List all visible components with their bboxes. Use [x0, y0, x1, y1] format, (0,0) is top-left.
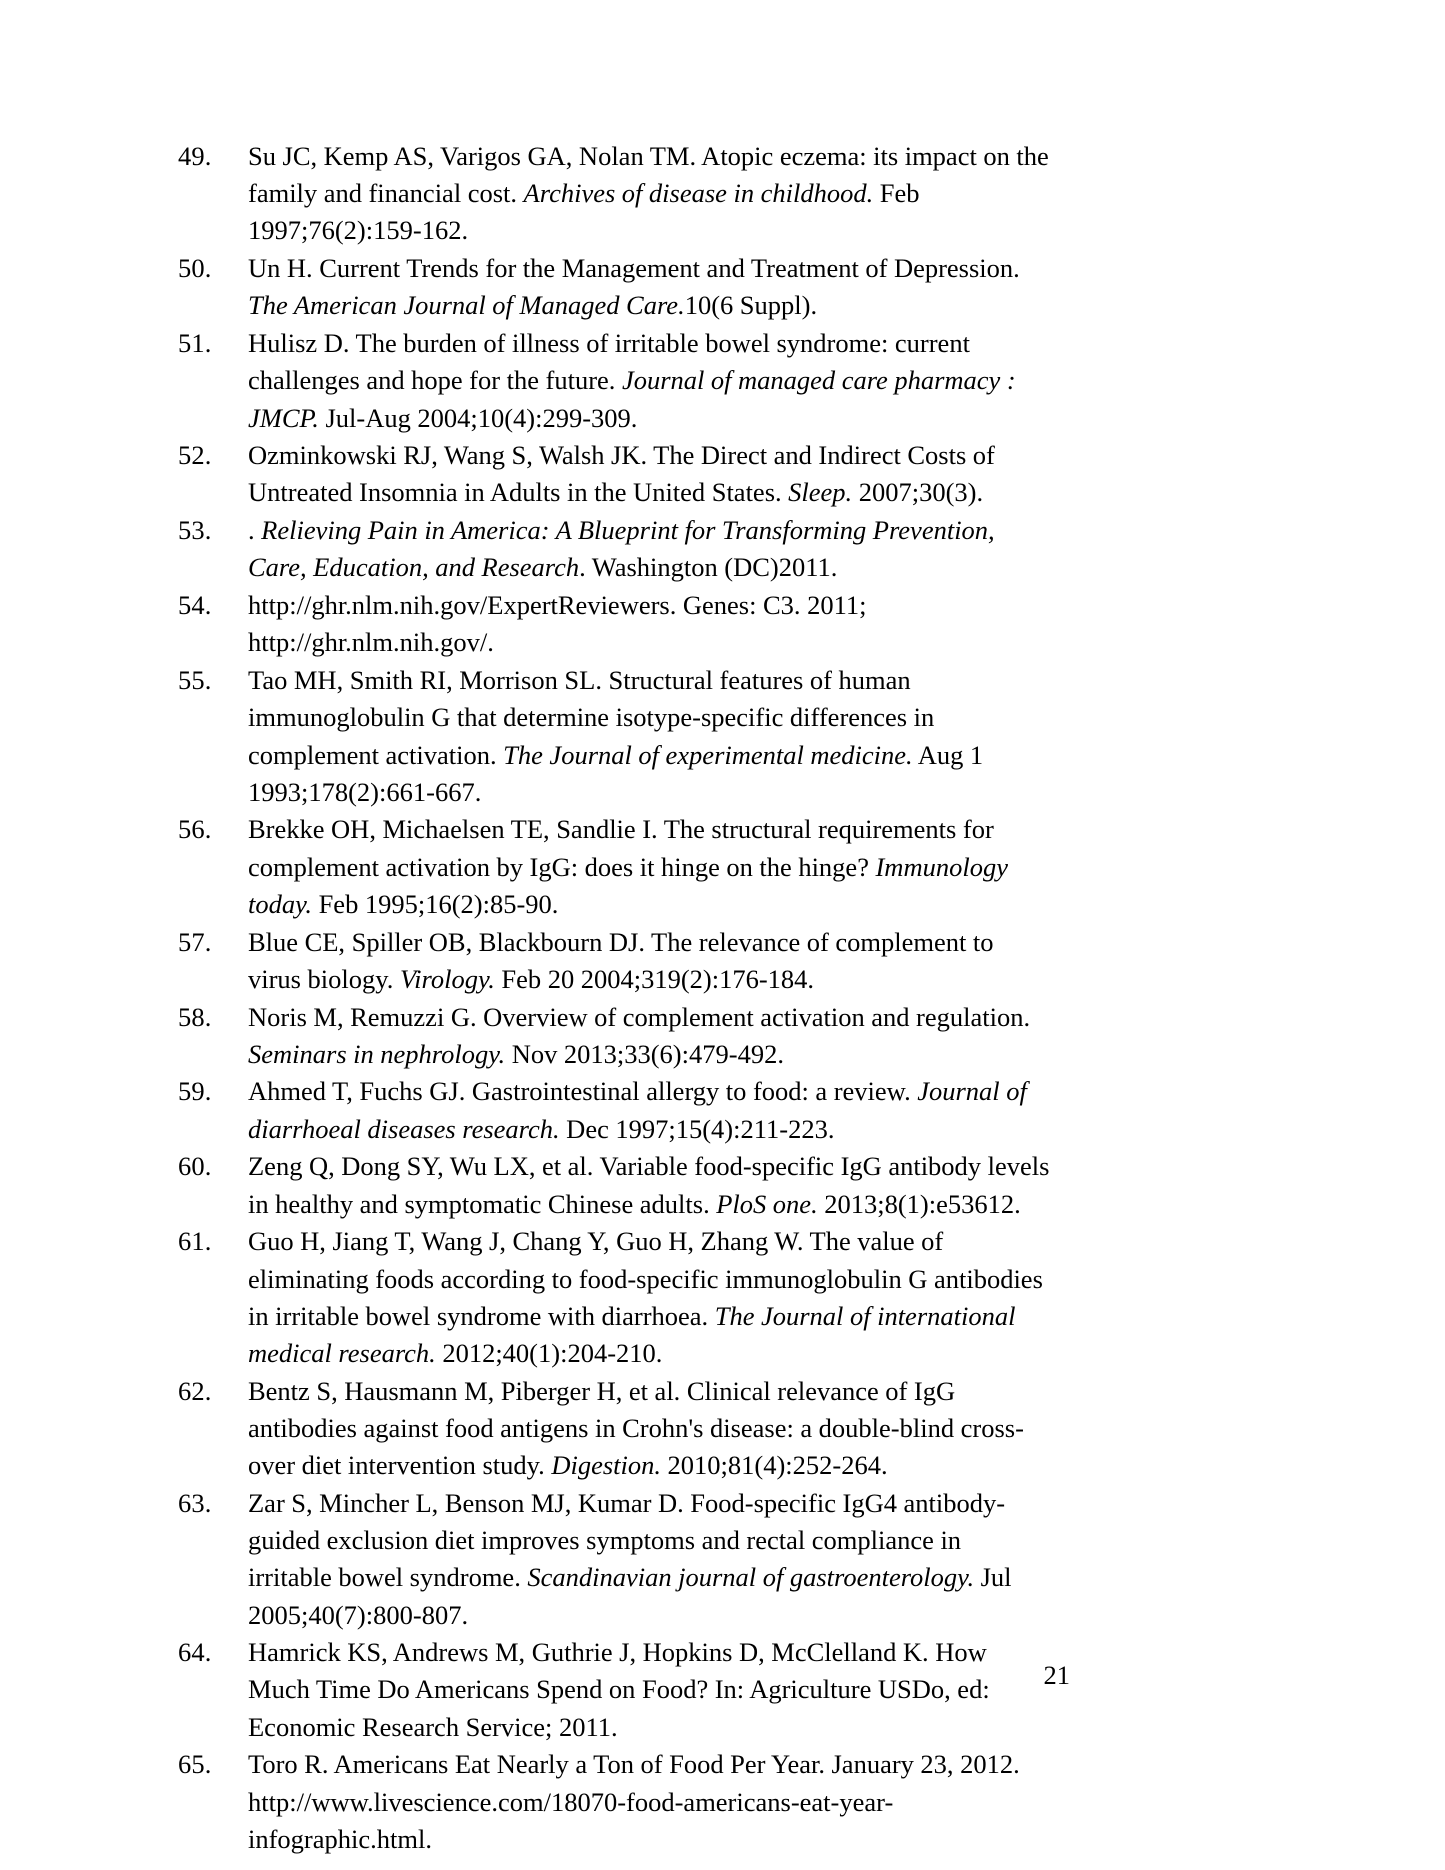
- reference-text-segment: Noris M, Remuzzi G. Overview of complement activation and regulation.: [248, 1001, 1031, 1032]
- reference-number: 50.: [178, 253, 212, 284]
- reference-text-segment: 2007;30(3).: [852, 477, 984, 508]
- reference-number: 64.: [178, 1637, 212, 1668]
- reference-number: 60.: [178, 1151, 212, 1182]
- reference-text-segment: Ahmed T, Fuchs GJ. Gastrointestinal allergy to food: a review.: [248, 1076, 918, 1107]
- reference-text-segment: Ozminkowski RJ, Wang S, Walsh JK. The Direct and Indirect Costs of Untreated Insomnia in Adults in the United States.: [248, 440, 995, 508]
- reference-entry: [178, 325, 1050, 437]
- reference-number: 63.: [178, 1487, 212, 1518]
- reference-number: 57.: [178, 926, 212, 957]
- reference-text: [248, 138, 1050, 250]
- reference-text: [248, 811, 1050, 923]
- reference-number: 53.: [178, 515, 212, 546]
- reference-text-segment: Feb 1997;76(2):159-162.: [248, 178, 920, 246]
- reference-entry: [178, 811, 1050, 923]
- reference-title-italic: Seminars in nephrology.: [248, 1038, 506, 1069]
- reference-title-italic: Immunology today.: [248, 851, 1008, 919]
- reference-text-segment: Feb 1995;16(2):85-90.: [312, 888, 559, 919]
- reference-number: 54.: [178, 590, 212, 621]
- reference-text-segment: Hulisz D. The burden of illness of irritable bowel syndrome: current challenges and hope for the future.: [248, 328, 970, 396]
- reference-text-segment: 2013;8(1):e53612.: [817, 1188, 1021, 1219]
- reference-title-italic: Journal of diarrhoeal diseases research.: [248, 1076, 1027, 1144]
- reference-title-italic: PloS one.: [716, 1188, 818, 1219]
- reference-number: 49.: [178, 141, 212, 171]
- reference-title-italic: The American Journal of Managed Care.: [248, 290, 685, 321]
- reference-text-segment: Zeng Q, Dong SY, Wu LX, et al. Variable food-specific IgG antibody levels in healthy and symptomatic Chinese adults.: [248, 1151, 1050, 1219]
- reference-entry: [178, 1223, 1050, 1372]
- reference-text-segment: Feb 20 2004;319(2):176-184.: [494, 963, 815, 994]
- reference-number: 61.: [178, 1226, 212, 1257]
- reference-text: [248, 1073, 1050, 1147]
- reference-entry: [178, 437, 1050, 511]
- reference-title-italic: Virology.: [399, 963, 495, 994]
- reference-entry: [178, 138, 1050, 250]
- reference-text: [248, 1746, 1050, 1858]
- reference-title-italic: The Journal of experimental medicine.: [503, 739, 913, 770]
- reference-title-italic: The Journal of international medical research.: [248, 1300, 1016, 1368]
- reference-entry: [178, 662, 1050, 811]
- reference-entry: [178, 999, 1050, 1073]
- reference-text: [248, 437, 1050, 511]
- reference-text: [248, 1485, 1050, 1634]
- reference-entry: [178, 1373, 1050, 1485]
- reference-text-segment: Blue CE, Spiller OB, Blackbourn DJ. The relevance of complement to virus biology.: [248, 926, 994, 994]
- reference-text-segment: http://ghr.nlm.nih.gov/ExpertReviewers. Genes: C3. 2011; http://ghr.nlm.nih.gov/.: [248, 590, 867, 658]
- reference-entry: [178, 1148, 1050, 1222]
- reference-entry: [178, 1746, 1050, 1858]
- reference-text-segment: 2010;81(4):252-264.: [661, 1450, 888, 1481]
- reference-title-italic: Archives of disease in childhood.: [523, 178, 874, 209]
- reference-text-segment: Guo H, Jiang T, Wang J, Chang Y, Guo H, Zhang W. The value of eliminating foods according to food-specific immunoglobulin G antibodies in irritable bowel syndrome with diarrhoea.: [248, 1226, 1043, 1331]
- reference-number: 51.: [178, 328, 212, 359]
- reference-entry: [178, 1485, 1050, 1634]
- reference-text-segment: Brekke OH, Michaelsen TE, Sandlie I. The structural requirements for complement activation by IgG: does it hinge on the hinge?: [248, 814, 994, 882]
- reference-entry: [178, 512, 1050, 586]
- reference-text-segment: Hamrick KS, Andrews M, Guthrie J, Hopkins D, McClelland K. How Much Time Do Americans Spend on Food? In: Agriculture USDo, ed: Economic Research Service; 2011.: [248, 1637, 990, 1742]
- reference-text-segment: Su JC, Kemp AS, Varigos GA, Nolan TM. Atopic eczema: its impact on the family and financial cost.: [248, 141, 1049, 209]
- reference-text-segment: Jul-Aug 2004;10(4):299-309.: [318, 402, 638, 433]
- reference-text-segment: Aug 1 1993;178(2):661-667.: [248, 739, 984, 807]
- reference-text-segment: Zar S, Mincher L, Benson MJ, Kumar D. Food-specific IgG4 antibody-guided exclusion diet improves symptoms and rectal compliance in irritable bowel syndrome.: [248, 1487, 1006, 1593]
- reference-number: 52.: [178, 440, 212, 471]
- reference-text-segment: Tao MH, Smith RI, Morrison SL. Structural features of human immunoglobulin G that determine isotype-specific differences in complement activation.: [248, 665, 935, 770]
- reference-entry: [178, 587, 1050, 661]
- reference-title-italic: Scandinavian journal of gastroenterology.: [527, 1562, 975, 1593]
- reference-text-segment: Jul 2005;40(7):800-807.: [248, 1562, 1012, 1630]
- reference-text: [248, 999, 1050, 1073]
- reference-text: [248, 512, 1050, 586]
- reference-text-segment: Bentz S, Hausmann M, Piberger H, et al. Clinical relevance of IgG antibodies against food antigens in Crohn's disease: a double-blind cross-over diet intervention study.: [248, 1375, 1024, 1481]
- reference-text: [248, 1223, 1050, 1372]
- reference-entry: [178, 1073, 1050, 1147]
- reference-list-container: [178, 138, 1050, 1859]
- reference-list: [178, 138, 1050, 1858]
- reference-text-segment: Nov 2013;33(6):479-492.: [505, 1038, 784, 1069]
- reference-entry: [178, 250, 1050, 324]
- reference-text: [248, 250, 1050, 324]
- reference-text-segment: Toro R. Americans Eat Nearly a Ton of Food Per Year. January 23, 2012. http://www.livescience.com/18070-food-americans-eat-year-infographic.html.: [248, 1749, 1020, 1854]
- reference-number: 65.: [178, 1749, 212, 1780]
- reference-text: [248, 587, 1050, 661]
- reference-title-italic: Sleep.: [788, 477, 853, 508]
- reference-text-segment: Dec 1997;15(4):211-223.: [559, 1113, 835, 1144]
- reference-text-segment: 2012;40(1):204-210.: [435, 1338, 663, 1368]
- reference-title-italic: Journal of managed care pharmacy : JMCP.: [248, 365, 1016, 433]
- reference-entry: [178, 924, 1050, 998]
- reference-number: 62.: [178, 1375, 212, 1406]
- reference-number: 59.: [178, 1076, 212, 1107]
- reference-number: 56.: [178, 814, 212, 845]
- reference-text: [248, 662, 1050, 811]
- reference-title-italic: Digestion.: [551, 1450, 661, 1481]
- reference-text: [248, 325, 1050, 437]
- page-number: 21: [1043, 1660, 1070, 1690]
- reference-title-italic: Relieving Pain in America: A Blueprint for Transforming Prevention, Care, Education, and Research: [248, 515, 995, 583]
- reference-text-segment: . Washington (DC)2011.: [579, 552, 838, 583]
- reference-number: 58.: [178, 1001, 212, 1032]
- reference-text: [248, 1373, 1050, 1485]
- reference-text: [248, 1148, 1050, 1222]
- reference-text-segment: 10(6 Suppl).: [684, 290, 818, 321]
- reference-text: [248, 924, 1050, 998]
- reference-number: 55.: [178, 665, 212, 696]
- reference-text-segment: Un H. Current Trends for the Management and Treatment of Depression.: [248, 253, 1020, 284]
- reference-text-segment: .: [248, 515, 262, 546]
